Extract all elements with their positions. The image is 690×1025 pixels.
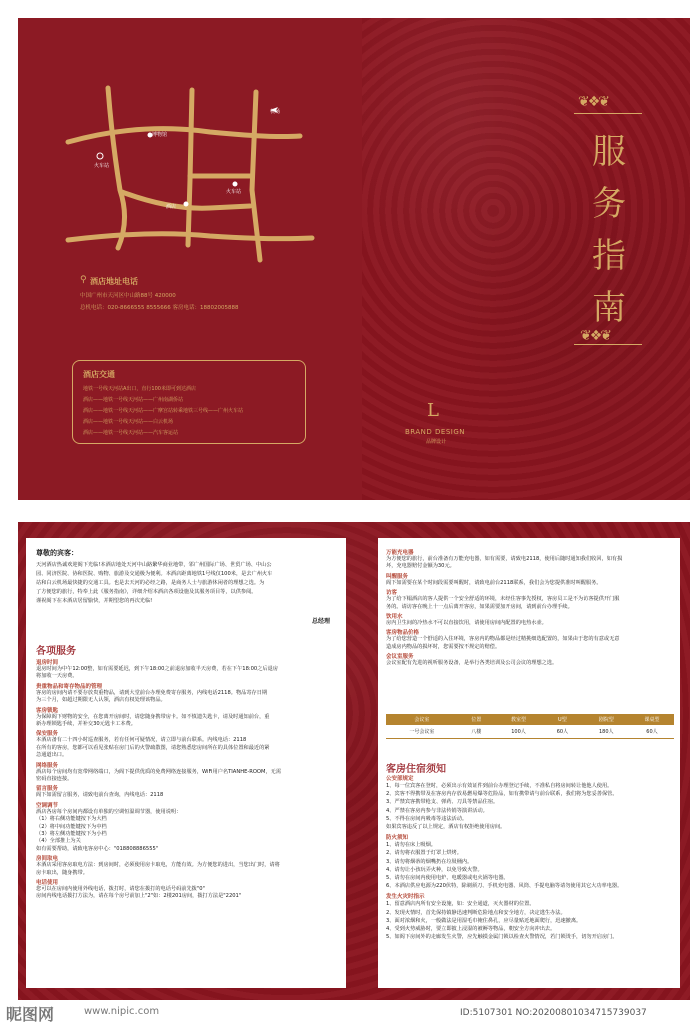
item-line: 酒店每个房间均有宽带网络端口，为阁下提供优质的免费网络连接服务，WiFi用户名TIANHE-ROOM，无需: [36, 768, 282, 775]
table-header-cell: 位置: [471, 717, 482, 723]
item-heading: 空调调节: [36, 802, 59, 809]
item-line: 5、如阁下房间外的走廊发生火警，应先触摸金属门锁以检查火警情况，若门锁烫手，切勿开启房门。: [386, 934, 618, 941]
title-char: 指: [592, 236, 626, 276]
transport-box: [72, 360, 306, 444]
table-cell: 60人: [646, 729, 658, 735]
transport-line: 酒店——地铁一号线天河站——白云机场: [83, 419, 174, 425]
intro-line: 了方便您的旅行，特奉上此《服务指南》，详细介绍本酒店各项设施及其服务项目等，以供参阅。: [36, 589, 257, 595]
item-heading: 贵重物品和寄存物品的管理: [36, 683, 103, 690]
item-line: 在所有的客房，您都可以看见张贴在房门后的火警疏散图，请您熟悉您房间所在的具体位置和最近的紧: [36, 744, 270, 751]
item-line: 1、请勿在床上吸烟。: [386, 842, 436, 849]
transport-line: 酒店——地铁一号线天河站——广州南湖侨站: [83, 397, 184, 403]
map-label-airport: 机场: [270, 109, 281, 115]
item-line: 6、本酒店供应电源为220伏特，除剃须刀、手机充电器、风筒、手提电脑等请勿使用其它大功率电器。: [386, 883, 623, 890]
item-line: 房卡取出，随身携带。: [36, 869, 88, 876]
item-line: 为保障阁下财物的安全，在您离开房间时，请您随身携带房卡。如不慎遗失匙卡，请及时通知前台，重: [36, 713, 270, 720]
item-heading: 公安部规定: [386, 776, 414, 782]
item-heading: 发生火灾时指示: [386, 894, 425, 901]
item-line: 如有需要帮助，请致电客房中心："018808886555": [36, 845, 159, 852]
item-heading: 电话使用: [36, 880, 59, 886]
item-line: 急通道出口。: [36, 752, 68, 759]
bottom-ornament-icon: ❦❖❦: [580, 328, 611, 344]
map-label-museum: 博物馆: [152, 132, 168, 138]
greeting: 尊敬的宾客：: [36, 549, 78, 557]
item-line: （2）将中间功能键按下为中档: [36, 823, 107, 830]
item-line: 新办理锁匙手续，并补交30元匙卡工本费。: [36, 721, 136, 727]
map-road: [188, 90, 192, 245]
table-cell: 100人: [511, 729, 526, 735]
signature: 总经理: [312, 618, 331, 625]
item-line: 坏，充电器赔付金额为30元。: [386, 563, 455, 570]
transport-line: 酒店——地铁一号线天河站——广摩宫站转乘地铁三号线——广州火车站: [83, 408, 244, 414]
brand-name: BRAND DESIGN: [405, 428, 466, 436]
location-pin-icon: ⚲: [80, 275, 87, 285]
item-heading: 网络服务: [36, 762, 59, 769]
address-line: 中国广州市天河区中山路88号 420000: [80, 293, 176, 299]
item-heading: 客房物品价格: [386, 630, 420, 637]
title-char: 服: [592, 132, 626, 172]
phone-line: 总机电话：020-8666555 8555666 客房电话：18802005888: [80, 305, 239, 311]
title-divider: [574, 113, 642, 114]
meeting-room-table: [386, 714, 674, 739]
train-icon: [97, 153, 103, 159]
item-line: 3、面对浓烟和火，一般做法是用湿毛巾掩住鼻孔，应尽量贴近地面爬行，迅速撤离。: [386, 917, 582, 924]
item-line: 为方便您的旅行，前台准备有万能充电器，如有需要，请致电2118，使用后随时通知我们收回，如有损: [386, 556, 623, 562]
item-line: 2、宾客不得携带及在客房内存放易燃易爆等危险品，如有携带请与前台联系，我们将为您妥善保管。: [386, 791, 618, 798]
item-heading: 万能充电器: [386, 550, 414, 556]
item-line: 3、请勿将烟蒂的烟嘴扔在垃圾桶内。: [386, 858, 473, 865]
item-heading: 饮用水: [386, 614, 403, 620]
item-heading: 保安服务: [36, 731, 59, 738]
item-line: （3）将左侧功能键按下为小档: [36, 831, 107, 837]
item-line: 为三个月，如超过期限无人认领，酒店有权处理该物品。: [36, 697, 166, 704]
intro-line: 园、同济医院、协和医院、购物、旅游及交通极为便利。本酒店距离地铁1号线仅100米，是去广州火车: [36, 571, 273, 577]
item-line: 4、请勿让小孩玩弄火种，以免导致火警。: [386, 866, 483, 873]
table-cell: 一号会议室: [409, 729, 435, 735]
table-cell: 60人: [556, 729, 569, 735]
item-heading: 房间取电: [36, 856, 59, 863]
item-heading: 访客: [386, 590, 398, 597]
top-ornament-icon: ❦❖❦: [578, 94, 609, 110]
title-char: 南: [592, 288, 626, 328]
section-title: 各项服务: [36, 646, 76, 657]
item-line: 5、不得在房间内吸毒等违法活动。: [386, 815, 468, 822]
item-heading: 客房锁匙: [36, 707, 59, 714]
address-title: 酒店地址电话: [90, 277, 138, 286]
left-page: [26, 538, 346, 988]
hotel-marker: [184, 202, 189, 207]
item-line: 房间内线电话拨打方法为，请在每个房号前加上"2"如：2楼201房间，拨打方法是"2201": [36, 893, 242, 900]
item-line: 2、请勿将衣服置于灯罩上烘烤。: [386, 850, 462, 857]
item-line: 密码直接连接。: [36, 776, 73, 782]
section-title: 客房住宿须知: [386, 764, 446, 775]
item-line: 如果宾客违反了以上规定，酒店有权拒绝使用房间。: [386, 824, 506, 830]
map-road: [68, 129, 300, 142]
table-cell: 八楼: [471, 729, 482, 735]
item-line: 客房的房间内请不要存放贵重物品，请到大堂前台办理免费寄存服务，内线电话2118。物品寄存日期: [36, 689, 268, 696]
right-page: [378, 538, 680, 988]
item-heading: 防火须知: [386, 835, 409, 842]
item-line: 退房时间为中午12:00整，如有需要延迟，到下午18:00之前退房加收半天房费，若在下午18:00之后退房: [36, 666, 278, 672]
item-line: 本酒店采用客房取电方法：到房间时，必须使用房卡取电，方能有效。为方便您的进出，当您出门时，请将: [36, 862, 280, 869]
item-heading: 留言服务: [36, 786, 59, 793]
map-label-hotel: 酒店: [166, 204, 177, 210]
item-line: 阁下如需留言服务，请致电前台查询，内线电话：2118: [36, 792, 164, 799]
intro-line: 谨祝阁下在本酒店居留愉快，并期望您的再次光临!: [36, 598, 153, 604]
brand-sub: 品牌设计: [426, 439, 447, 445]
item-line: （1）将右侧功能键按下为大档: [36, 816, 107, 823]
title-char: 务: [592, 184, 626, 224]
transport-line: 地铁一号线天河站A出口，直行100米即可到达酒店: [83, 386, 196, 392]
item-line: 为了给您营造一个舒适的入住环境，客房内的物品都是经过精挑细选配置的，如果由于您的有意或无意: [386, 636, 620, 643]
item-line: （4）全部推上为关: [36, 838, 81, 845]
item-line: 造成房内物品的损坏时，您需要按不规定的赔偿。: [386, 643, 501, 650]
item-heading: 会议室服务: [386, 654, 414, 661]
item-line: 为了给下榻酒店的客人提供一个安全舒适的环境，未经住客事先授权，客房员工是不为访客提供开门服: [386, 596, 620, 603]
watermark-logo: 昵图网: [6, 1005, 55, 1024]
item-line: 房内卫生间的冷热水不可以直接饮用，请使用房间内配置的电热水壶。: [386, 620, 547, 626]
item-line: 务的。请访客在晚上十一点后离开客房，如果需要加开房间，请到前台办理手续。: [386, 603, 573, 610]
intro-line: 天河酒店热诚欢迎阁下光临!本酒店地处天河中山路繁华商业地带，邻广州国际广场、世贸广场、中山公: [36, 562, 272, 568]
map-label-station2: 火车站: [226, 189, 242, 195]
brand-logo: L: [427, 400, 439, 421]
location-map: [60, 80, 320, 270]
table-header-cell: 剧院型: [598, 717, 614, 723]
item-line: 1、留意酒店内所有安全设施，如：安全通道，灭火器材的位置。: [386, 901, 535, 908]
table-header-cell: 教室型: [511, 717, 527, 723]
item-line: 5、请勿在房间内使用电炉、电暖器或电火锅等电器。: [386, 875, 509, 881]
table-header-cell: 课桌型: [644, 717, 660, 723]
table-cell: 180人: [598, 729, 614, 735]
map-road: [108, 88, 125, 248]
watermark-url: www.nipic.com: [84, 1006, 160, 1017]
transport-title: 酒店交通: [83, 370, 115, 379]
map-label-train-station: 火车站: [94, 163, 110, 169]
table-header-row: [386, 714, 674, 725]
item-line: 1、每一位宾客在登时，必须出示有效证件到前台办理登记手续，不准私自将房间转让他他人使用。: [386, 783, 613, 789]
item-line: 2、发现火情时，首先保持镇静迅速判断危险地点和安全地方，决定逃生办法。: [386, 909, 566, 916]
table-header-cell: U型: [558, 717, 567, 723]
item-heading: 叫醒服务: [386, 573, 409, 580]
table-row: [386, 725, 674, 739]
item-line: 4、受到火势威胁时，要立即披上浸湿的被褥等物品，朝安全方向冲出去。: [386, 926, 556, 932]
table-header-cell: 会议室: [414, 717, 430, 723]
item-line: 您可以在房间内使用外线电话，拨打时，请您在拨打的电话号码前先拨"0": [36, 886, 205, 892]
intro-line: 站和白云机场最快捷的交通工具。也是去天河的必经之路，是商务人士与旅游休闲者的理想之选。为: [36, 580, 265, 586]
item-line: 将加收一天房费。: [36, 673, 78, 680]
transport-line: 酒店——地铁一号线天河站——汽车客运站: [83, 430, 179, 436]
station-marker: [233, 182, 238, 187]
item-line: 3、严禁宾客携带枪支、弹药、刀具等禁品住宿。: [386, 799, 499, 806]
item-line: 4、严禁在客房内参与非法传销等演讲活动。: [386, 807, 488, 814]
item-line: 酒店各房每个房间内都设有单独的空调恒温调节器，使用说明：: [36, 808, 182, 815]
item-line: 会议室配有先进的视听服务设备，是举行各类培训及公司会议的理想之选。: [386, 660, 558, 667]
item-heading: 退房时间: [36, 660, 59, 666]
watermark-id: ID:5107301 NO:20200801034715739037: [460, 1008, 647, 1018]
title-divider: [574, 344, 642, 345]
item-line: 本酒店备有二十四小时巡查服务，若有任何可疑情况，请立即与前台联系。内线电话：2118: [36, 737, 247, 744]
item-line: 阁下如需要在某个时间段需要叫醒时，请致电前台2118联系，我们会为您提供准时叫醒服务。: [386, 579, 602, 586]
